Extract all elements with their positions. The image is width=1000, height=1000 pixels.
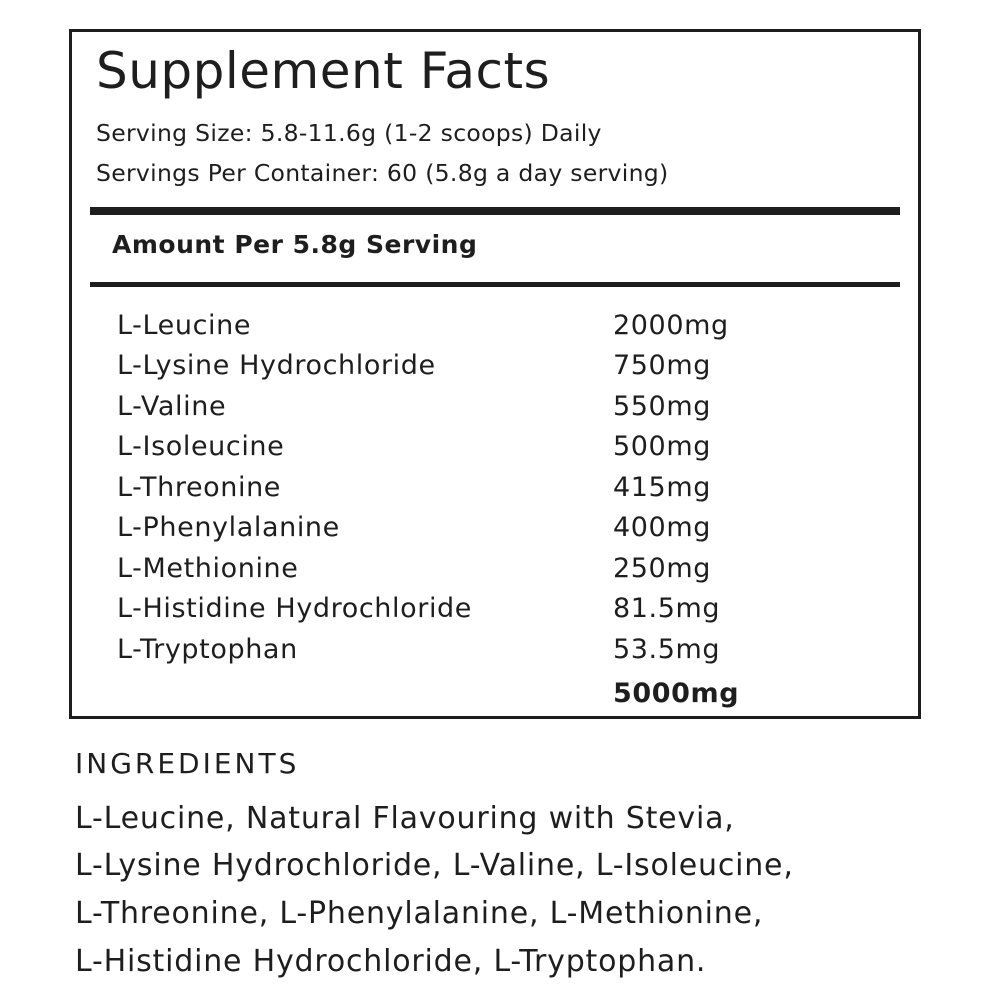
table-row bbox=[117, 352, 837, 392]
ingredient-name: L-Threonine bbox=[117, 472, 282, 503]
ingredient-amount: 2000mg bbox=[613, 310, 729, 341]
ingredient-name: L-Valine bbox=[117, 391, 227, 422]
table-row bbox=[117, 474, 837, 514]
amount-per-serving-heading: Amount Per 5.8g Serving bbox=[112, 230, 478, 259]
facts-title: Supplement Facts bbox=[96, 42, 551, 100]
ingredient-name: L-Tryptophan bbox=[117, 634, 298, 665]
ingredient-name: L-Lysine Hydrochloride bbox=[117, 350, 436, 381]
table-row bbox=[117, 595, 837, 635]
ingredients-text-line: L-Lysine Hydrochloride, L-Valine, L-Isoleucine, bbox=[75, 848, 794, 883]
ingredient-amount: 53.5mg bbox=[613, 634, 721, 665]
table-row bbox=[117, 433, 837, 473]
ingredients-text-line: L-Threonine, L-Phenylalanine, L-Methionine, bbox=[75, 896, 764, 931]
servings-per-container: Servings Per Container: 60 (5.8g a day serving) bbox=[96, 159, 669, 187]
serving-size: Serving Size: 5.8-11.6g (1-2 scoops) Daily bbox=[96, 119, 602, 147]
table-row bbox=[117, 312, 837, 352]
ingredients-text-line: L-Leucine, Natural Flavouring with Stevia, bbox=[75, 801, 735, 836]
table-row bbox=[117, 393, 837, 433]
ingredients-heading: INGREDIENTS bbox=[75, 747, 300, 780]
ingredient-name: L-Isoleucine bbox=[117, 431, 285, 462]
ingredient-amount: 750mg bbox=[613, 350, 711, 381]
ingredients-text-line: L-Histidine Hydrochloride, L-Tryptophan. bbox=[75, 944, 707, 979]
ingredient-amount: 500mg bbox=[613, 431, 711, 462]
table-row bbox=[117, 636, 837, 676]
ingredient-amount: 81.5mg bbox=[613, 593, 721, 624]
ingredient-name: L-Methionine bbox=[117, 553, 299, 584]
ingredient-name: L-Phenylalanine bbox=[117, 512, 340, 543]
ingredient-name: L-Leucine bbox=[117, 310, 252, 341]
ingredient-amount: 550mg bbox=[613, 391, 711, 422]
divider bbox=[90, 282, 900, 287]
table-row bbox=[117, 555, 837, 595]
table-row bbox=[117, 514, 837, 554]
ingredient-name: L-Histidine Hydrochloride bbox=[117, 593, 472, 624]
ingredient-amount: 250mg bbox=[613, 553, 711, 584]
ingredient-amount: 400mg bbox=[613, 512, 711, 543]
total-amount: 5000mg bbox=[613, 678, 740, 709]
ingredient-amount: 415mg bbox=[613, 472, 711, 503]
thick-divider bbox=[90, 207, 900, 215]
supplement-facts-panel bbox=[69, 29, 921, 719]
